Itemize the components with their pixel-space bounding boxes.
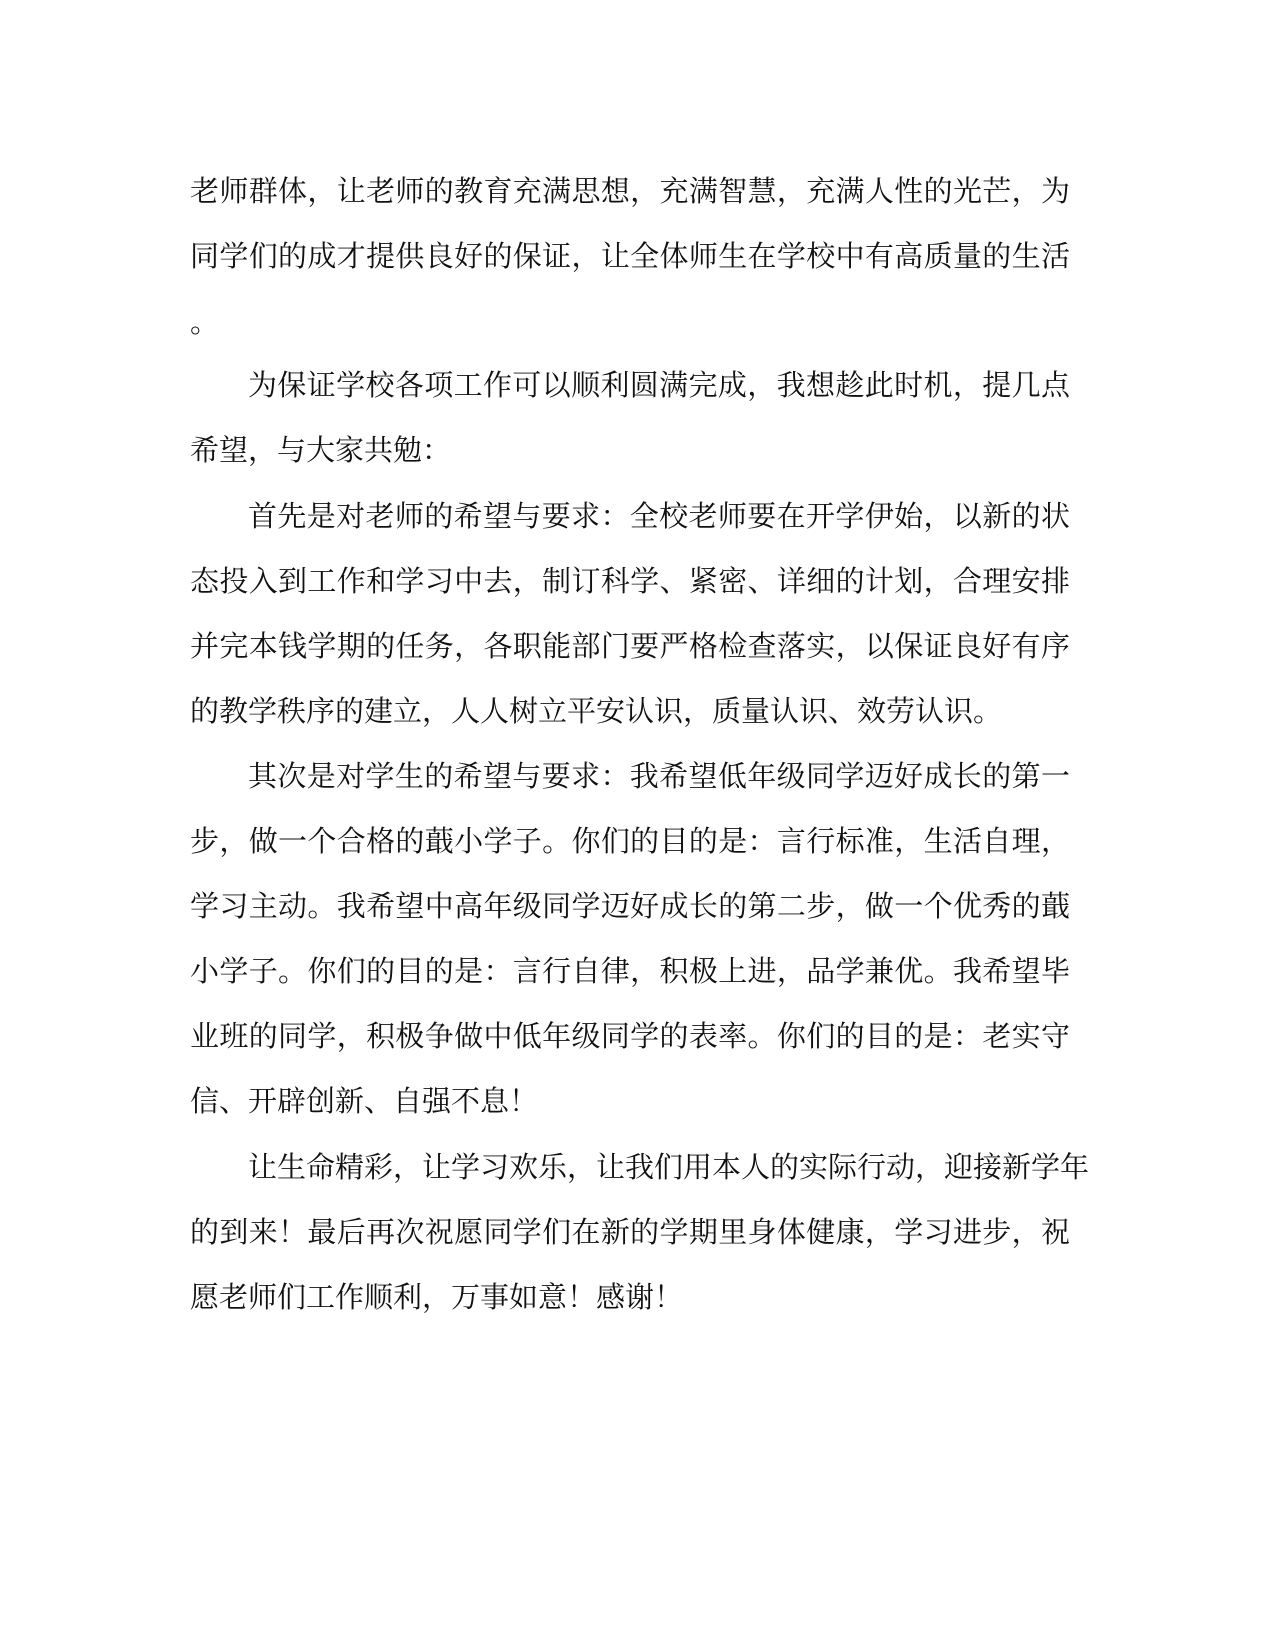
text-line: 信、开辟创新、自强不息！ bbox=[190, 1084, 539, 1118]
text-line: 并完本钱学期的任务，各职能部门要严格检查落实，以保证良好有序 bbox=[190, 629, 1070, 663]
text-line: 让生命精彩，让学习欢乐，让我们用本人的实际行动，迎接新学年 bbox=[248, 1150, 1090, 1184]
text-line: 同学们的成才提供良好的保证，让全体师生在学校中有高质量的生活 bbox=[190, 239, 1070, 273]
text-line: 业班的同学，积极争做中低年级同学的表率。你们的目的是：老实守 bbox=[190, 1019, 1070, 1053]
text-line: 老师群体，让老师的教育充满思想，充满智慧，充满人性的光芒，为 bbox=[190, 174, 1070, 208]
text-line: 。 bbox=[190, 305, 220, 339]
text-line: 学习主动。我希望中高年级同学迈好成长的第二步，做一个优秀的蕺 bbox=[190, 889, 1070, 923]
text-line: 首先是对老师的希望与要求：全校老师要在开学伊始，以新的状 bbox=[248, 499, 1070, 533]
text-line: 步，做一个合格的蕺小学子。你们的目的是：言行标准，生活自理， bbox=[190, 824, 1070, 858]
text-line: 希望，与大家共勉： bbox=[190, 433, 452, 467]
text-line: 态投入到工作和学习中去，制订科学、紧密、详细的计划，合理安排 bbox=[190, 564, 1070, 598]
text-line: 为保证学校各项工作可以顺利圆满完成，我想趁此时机，提几点 bbox=[248, 368, 1070, 402]
text-line: 愿老师们工作顺利，万事如意！感谢！ bbox=[190, 1280, 684, 1314]
text-line: 小学子。你们的目的是：言行自律，积极上进，品学兼优。我希望毕 bbox=[190, 954, 1070, 988]
text-line: 的到来！最后再次祝愿同学们在新的学期里身体健康，学习进步，祝 bbox=[190, 1215, 1070, 1249]
text-line: 其次是对学生的希望与要求：我希望低年级同学迈好成长的第一 bbox=[248, 759, 1070, 793]
text-line: 的教学秩序的建立，人人树立平安认识，质量认识、效劳认识。 bbox=[190, 694, 1003, 728]
